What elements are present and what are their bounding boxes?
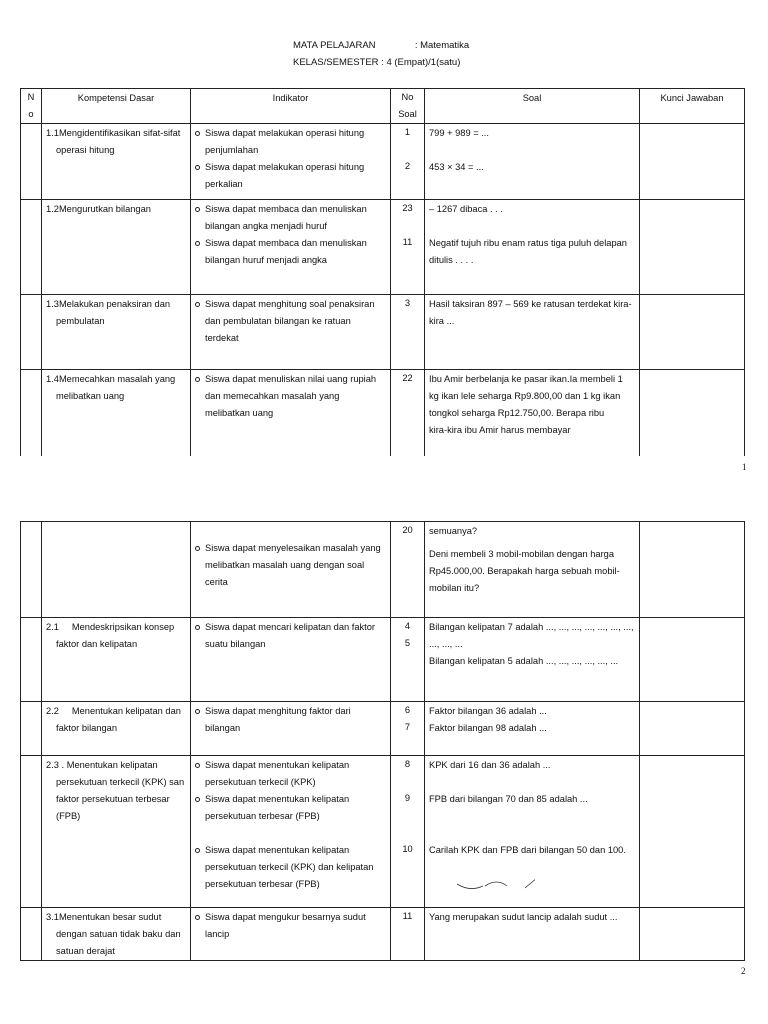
kunci-cell [640,522,745,618]
kd-text: . Menentukan kelipatan persekutuan terkecil (KPK) san faktor persekutuan terbesar (FPB) [56,760,185,821]
soal-cell [425,200,640,295]
soal-number: 10 [402,844,413,854]
table-row [21,756,745,908]
kd-number: 2.3 [46,760,59,770]
table-row [21,200,745,295]
kd-text: Mendeskripsikan konsep faktor dan kelipatan [56,622,175,649]
kompetensi-cell [42,618,191,702]
kompetensi-cell [42,295,191,370]
indikator-cell [191,618,391,702]
soal-text: Bilangan kelipatan 5 adalah ..., ..., ..., ..., ..., ... [429,656,619,666]
soal-number: 11 [402,911,413,921]
soal-number: 6 [404,705,411,715]
soal-number-cell [391,295,425,370]
kd-text: Mengidentifikasikan sifat-sifat operasi hitung [56,128,181,155]
soal-cell [425,522,640,618]
kd-number: 1.4 [46,374,59,384]
kompetensi-cell [42,200,191,295]
soal-number: 3 [404,298,411,308]
kompetensi-cell [42,756,191,908]
kd-number: 2.2 [46,706,59,716]
kd-text: Menentukan kelipatan dan faktor bilangan [56,706,181,733]
pen-scribble-mark [455,874,535,894]
row-no [21,522,42,618]
row-no [21,370,42,456]
kompetensi-cell [42,702,191,756]
kisi-kisi-table-page-2 [20,521,745,961]
indicator-item: Siswa dapat menyelesaikan masalah yang melibatkan masalah uang dengan soal cerita [195,540,386,591]
soal-number: 23 [402,203,413,213]
kd-number: 3.1 [46,912,59,922]
kunci-cell [640,756,745,908]
row-no [21,124,42,200]
indikator-cell [191,908,391,961]
soal-number: 20 [402,525,413,535]
kd-text: Melakukan penaksiran dan pembulatan [56,299,171,326]
soal-number-cell [391,618,425,702]
header-no: N o [21,89,42,124]
row-no [21,200,42,295]
soal-number-cell [391,370,425,456]
indikator-cell [191,200,391,295]
table-row [21,370,745,456]
row-no [21,618,42,702]
indicator-item: Siswa dapat membaca dan menuliskan bilangan huruf menjadi angka [195,235,386,269]
kunci-cell [640,295,745,370]
kunci-cell [640,618,745,702]
kunci-cell [640,702,745,756]
subject-separator: : [414,40,418,51]
soal-text: KPK dari 16 dan 36 adalah ... [429,760,551,770]
kd-text: Mengurutkan bilangan [58,204,151,214]
soal-number: 5 [404,638,411,648]
soal-text: – 1267 dibaca . . . [429,204,503,214]
kunci-cell [640,124,745,200]
soal-number: 11 [402,237,413,247]
kompetensi-cell [42,522,191,618]
page-number: 2 [741,966,746,976]
soal-text: Deni membeli 3 mobil-mobilan dengan harga Rp45.000,00. Berapakah harga sebuah mobil-mobilan itu? [429,549,620,593]
indikator-cell [191,370,391,456]
indikator-cell [191,522,391,618]
soal-text: 799 + 989 = ... [429,128,489,138]
header-no-soal: No Soal [391,89,425,124]
header-indikator: Indikator [191,89,391,124]
table-row [21,618,745,702]
indikator-cell [191,756,391,908]
subject-value: Matematika [420,40,470,51]
soal-cell [425,908,640,961]
indikator-cell [191,295,391,370]
kunci-cell [640,200,745,295]
soal-number-cell [391,200,425,295]
soal-text: 453 × 34 = ... [429,162,484,172]
soal-cell [425,618,640,702]
class-separator: : [381,57,384,68]
table-row [21,522,745,618]
row-no [21,295,42,370]
soal-cell [425,295,640,370]
soal-text: Ibu Amir berbelanja ke pasar ikan.Ia membeli 1 kg ikan lele seharga Rp9.800,00 dan 1 kg ikan tongkol seharga Rp12.750,00. Berapa ribu [429,374,623,418]
soal-number: 4 [404,621,411,631]
soal-text: Hasil taksiran 897 – 569 ke ratusan terdekat kira-kira ... [429,299,632,326]
kd-text: Memecahkan masalah yang melibatkan uang [56,374,176,401]
soal-text: Faktor bilangan 98 adalah ... [429,723,547,733]
class-label: KELAS/SEMESTER [293,57,379,68]
soal-number-cell [391,702,425,756]
soal-number: 9 [404,793,411,803]
soal-number-cell [391,124,425,200]
table-row [21,124,745,200]
table-row [21,702,745,756]
subject-line [293,40,469,51]
soal-number: 2 [404,161,411,171]
kompetensi-cell [42,370,191,456]
kd-number: 1.1 [46,128,59,138]
kunci-cell [640,908,745,961]
header-kompetensi: Kompetensi Dasar [42,89,191,124]
soal-cell [425,124,640,200]
indicator-item: Siswa dapat melakukan operasi hitung perkalian [195,159,386,193]
soal-text: semuanya? [429,526,478,536]
soal-number-cell [391,756,425,908]
kunci-cell [640,370,745,456]
class-line [293,57,460,68]
soal-number: 8 [404,759,411,769]
soal-number: 1 [404,127,411,137]
soal-text: Yang merupakan sudut lancip adalah sudut ... [429,912,618,922]
soal-text: Faktor bilangan 36 adalah ... [429,706,547,716]
soal-cell [425,702,640,756]
kd-number: 1.3 [46,299,59,309]
soal-number: 22 [402,373,413,383]
soal-text: FPB dari bilangan 70 dan 85 adalah ... [429,794,588,804]
indicator-item: Siswa dapat menentukan kelipatan persekutuan terkecil (KPK) dan kelipatan persekutuan terbesar (FPB) [195,842,386,893]
header-soal: Soal [425,89,640,124]
kd-text: Menentukan besar sudut dengan satuan tidak baku dan satuan derajat [56,912,181,956]
indicator-item: Siswa dapat mengukur besarnya sudut lancip [195,909,386,943]
row-no [21,702,42,756]
page-number: 1 [742,462,747,472]
indicator-item: Siswa dapat menuliskan nilai uang rupiah dan memecahkan masalah yang melibatkan uang [195,371,386,422]
indikator-cell [191,124,391,200]
subject-label: MATA PELAJARAN [293,40,376,51]
soal-number-cell [391,908,425,961]
kisi-kisi-table-page-1 [20,88,745,456]
table-row [21,908,745,961]
soal-text: Carilah KPK dan FPB dari bilangan 50 dan 100. [429,845,626,855]
table-header-row [21,89,745,124]
header-kunci: Kunci Jawaban [640,89,745,124]
indicator-item: Siswa dapat menghitung faktor dari bilangan [195,703,386,737]
soal-text: Bilangan kelipatan 7 adalah ..., ..., ..., ..., ..., ..., ..., ..., ..., ... [429,622,634,649]
class-value: 4 (Empat)/1(satu) [386,57,461,68]
indicator-item: Siswa dapat menghitung soal penaksiran dan pembulatan bilangan ke ratuan terdekat [195,296,386,347]
row-no [21,756,42,908]
soal-cell [425,756,640,908]
indicator-item: Siswa dapat menentukan kelipatan persekutuan terkecil (KPK) [195,757,386,791]
indikator-cell [191,702,391,756]
kd-number: 2.1 [46,622,59,632]
soal-text: kira-kira ibu Amir harus membayar [429,425,571,435]
kompetensi-cell [42,908,191,961]
indicator-item: Siswa dapat melakukan operasi hitung penjumlahan [195,125,386,159]
kompetensi-cell [42,124,191,200]
indicator-item: Siswa dapat mencari kelipatan dan faktor suatu bilangan [195,619,386,653]
table-row [21,295,745,370]
kd-number: 1.2 [46,204,59,214]
row-no [21,908,42,961]
indicator-item: Siswa dapat menentukan kelipatan persekutuan terbesar (FPB) [195,791,386,825]
soal-cell [425,370,640,456]
soal-text: Negatif tujuh ribu enam ratus tiga puluh delapan ditulis . . . . [429,238,627,265]
soal-number-cell [391,522,425,618]
indicator-item: Siswa dapat membaca dan menuliskan bilangan angka menjadi huruf [195,201,386,235]
soal-number: 7 [404,722,411,732]
